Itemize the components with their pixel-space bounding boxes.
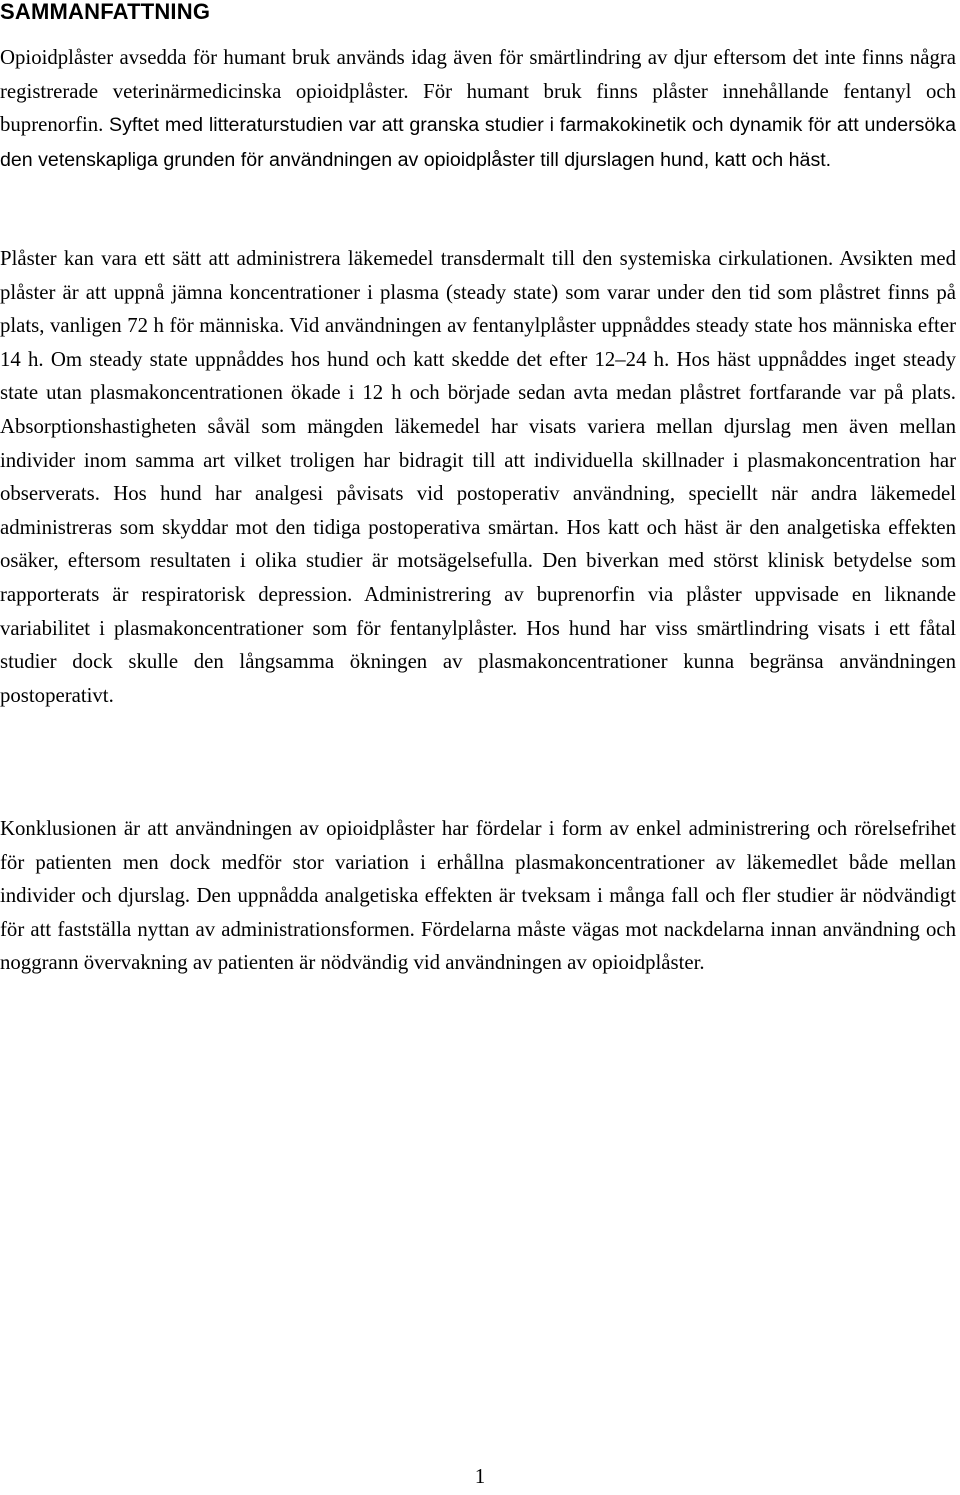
section-heading: SAMMANFATTNING <box>0 0 211 24</box>
summary-paragraph-1-intro: Opioidplåster avsedda för humant bruk används idag även för smärtlindring av djur eftersom det inte finns några registrerade veterinärmedicinska opioidplåster. För humant bruk finns plåster innehållande fentanyl och buprenorfin. <box>0 46 956 137</box>
summary-paragraph-1 <box>0 41 956 177</box>
page-number: 1 <box>474 1464 486 1488</box>
summary-paragraph-1-aim: Syftet med litteraturstudien var att granska studier i farmakokinetik och dynamik för att undersöka den vetenskapliga grunden för användningen av opioidplåster till djurslagen hund, katt och häst. <box>0 114 956 171</box>
summary-paragraph-3: Konklusionen är att användningen av opioidplåster har fördelar i form av enkel administrering och rörelsefrihet för patienten men dock medför stor variation i erhållna plasmakoncentrationer av läkemedlet både mellan individer och djurslag. Den uppnådda analgetiska effekten är tveksam i många fall och fler studier är nödvändigt för att fastställa nyttan av administrationsformen. Fördelarna måste vägas mot nackdelarna innan användning och noggrann övervakning av patienten är nödvändig vid användningen av opioidplåster. <box>0 817 956 975</box>
summary-paragraph-2: Plåster kan vara ett sätt att administrera läkemedel transdermalt till den systemiska cirkulationen. Avsikten med plåster är att uppnå jämna koncentrationer i plasma (steady state) som varar under den tid som plåstret finns på plats, vanligen 72 h för människa. Vid användningen av fentanylplåster uppnåddes steady state hos människa efter 14 h. Om steady state uppnåddes hos hund och katt skedde det efter 12–24 h. Hos häst uppnåddes inget steady state utan plasmakoncentrationen ökade i 12 h och började sedan avta medan plåstret fortfarande var på plats. Absorptionshastigheten såväl som mängden läkemedel har visats variera mellan djurslag men även mellan individer inom samma art vilket troligen har bidragit till att individuella skillnader i plasmakoncentration har observerats. Hos hund har analgesi påvisats vid postoperativ användning, speciellt när andra läkemedel administreras som skyddar mot den tidiga postoperativa smärtan. Hos katt och häst är den analgetiska effekten osäker, eftersom resultaten i olika studier är motsägelsefulla. Den biverkan med störst klinisk betydelse som rapporterats är respiratorisk depression. Administrering av buprenorfin via plåster uppvisade en liknande variabilitet i plasmakoncentrationer som för fentanylplåster. Hos hund har viss smärtlindring visats i ett fåtal studier dock skulle den långsamma ökningen av plasmakoncentrationer kunna begränsa användningen postoperativt. <box>0 247 956 707</box>
